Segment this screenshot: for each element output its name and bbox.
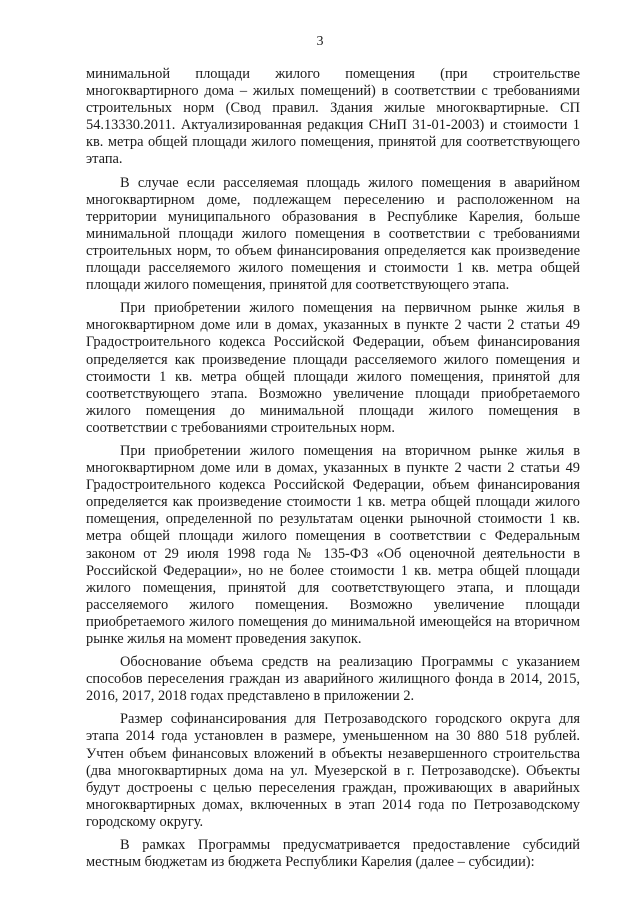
paragraph: При приобретении жилого помещения на вторичном рынке жилья в многоквартирном доме или в домах, указанных в пункте 2 части 2 статьи 49 Градостроительного кодекса Российской Федерации, объем финансирования определяется как произведение стоимости 1 кв. метра общей площади жилого помещения, определенной по результатам оценки рыночной стоимости 1 кв. метра общей площади жилого помещения в соответствии с Федеральным законом от 29 июля 1998 года № 135-ФЗ «Об оценочной деятельности в Российской Федерации», но не более стоимости 1 кв. метра общей площади жилого помещения, принятой для соответствующего этапа, и площади расселяемого жилого помещения. Возможно увеличение площади приобретаемого жилого помещения до минимальной имеющейся на вторичном рынке жилья на момент проведения закупок. [86,442,580,647]
paragraph: В случае если расселяемая площадь жилого помещения в аварийном многоквартирном доме, подлежащем переселению и расположенном на территории муниципального образования в Республике Карелия, больше минимальной площади жилого помещения в соответствии с требованиями строительных норм, то объем финансирования определяется как произведение площади расселяемого жилого помещения и стоимости 1 кв. метра общей площади жилого помещения, принятой для соответствующего этапа. [86,174,580,294]
document-body [86,66,580,877]
paragraph: Обоснование объема средств на реализацию Программы с указанием способов переселения граждан из аварийного жилищного фонда в 2014, 2015, 2016, 2017, 2018 годах представлено в приложении 2. [86,654,580,705]
paragraph: Размер софинансирования для Петрозаводского городского округа для этапа 2014 года установлен в размере, уменьшенном на 30 880 518 рублей. Учтен объем финансовых вложений в объекты незавершенного строительства (два многоквартирных дома на ул. Муезерской в г. Петрозаводске). Объекты будут достроены с целью переселения граждан, проживающих в аварийных многоквартирных домах, включенных в этап 2014 года по Петрозаводскому городскому округу. [86,711,580,830]
page-number: 3 [316,34,324,49]
paragraph-continuation: минимальной площади жилого помещения (при строительстве многоквартирного дома – жилых помещений) в соответствии с требованиями строительных норм (Свод правил. Здания жилые многоквартирные. СП 54.13330.2011. Актуализированная редакция СНиП 31-01-2003) и стоимости 1 кв. метра общей площади жилого помещения, принятой для соответствующего этапа. [86,66,580,168]
paragraph: В рамках Программы предусматривается предоставление субсидий местным бюджетам из бюджета Республики Карелия (далее – субсидии): [86,837,580,871]
paragraph: При приобретении жилого помещения на первичном рынке жилья в многоквартирном доме или в домах, указанных в пункте 2 части 2 статьи 49 Градостроительного кодекса Российской Федерации, объем финансирования определяется как произведение площади расселяемого жилого помещения и стоимости 1 кв. метра общей площади жилого помещения, принятой для соответствующего этапа. Возможно увеличение площади приобретаемого жилого помещения до минимальной площади жилого помещения в соответствии с требованиями строительных норм. [86,300,580,436]
